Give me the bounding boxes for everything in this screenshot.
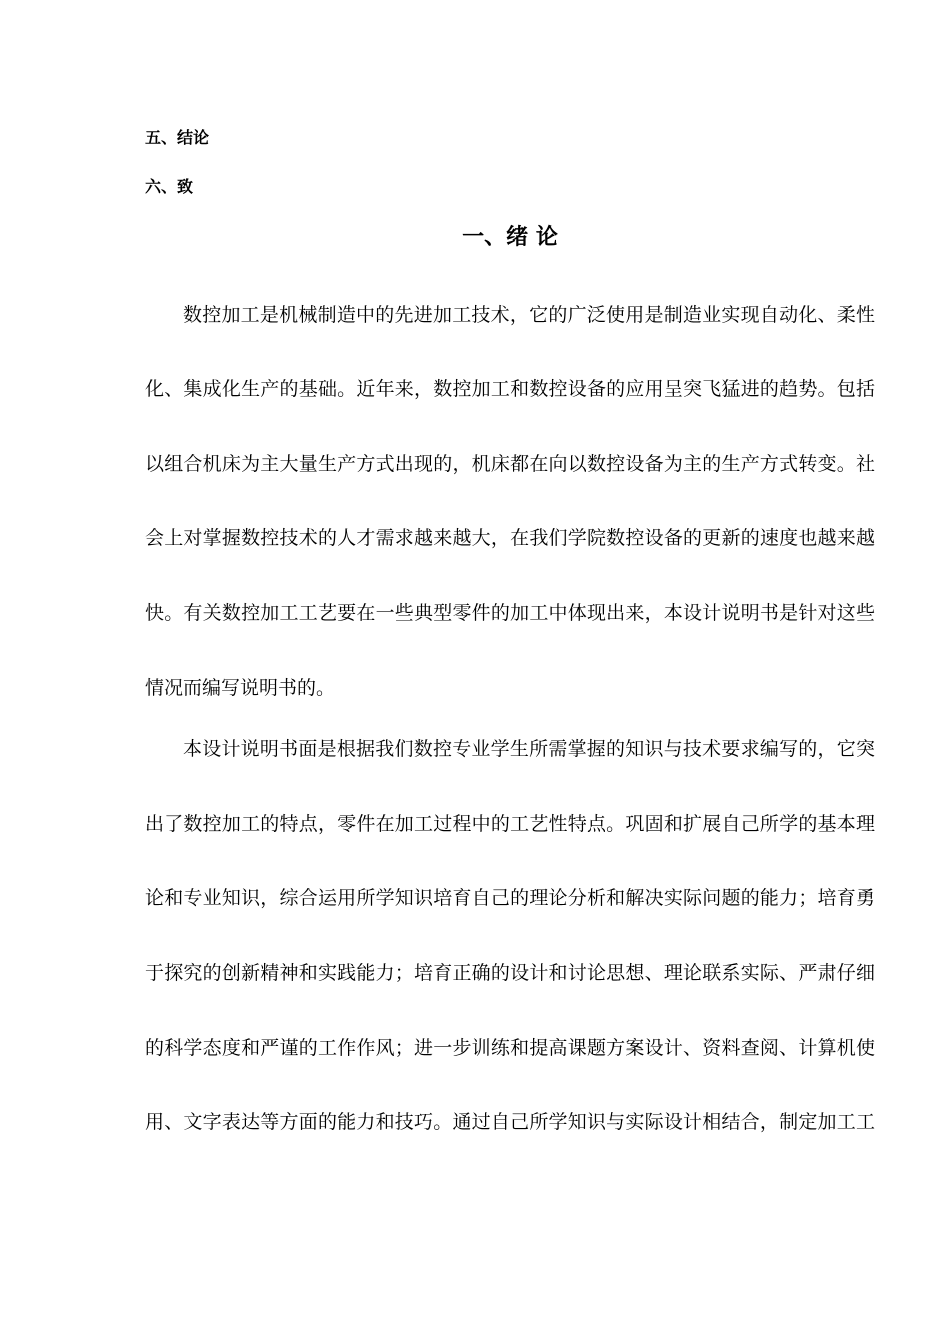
paragraph-line: 的科学态度和严谨的工作作风；进一步训练和提高课题方案设计、资料查阅、计算机使 bbox=[145, 1037, 875, 1059]
paragraph-line: 本设计说明书面是根据我们数控专业学生所需掌握的知识与技术要求编写的，它突 bbox=[183, 738, 875, 760]
paragraph-line: 快。有关数控加工工艺要在一些典型零件的加工中体现出来，本设计说明书是针对这些 bbox=[145, 602, 875, 624]
paragraph-line: 以组合机床为主大量生产方式出现的，机床都在向以数控设备为主的生产方式转变。社 bbox=[145, 453, 875, 475]
toc-item-conclusion: 五、结论 bbox=[145, 128, 210, 147]
paragraph-line: 用、文字表达等方面的能力和技巧。通过自己所学知识与实际设计相结合，制定加工工 bbox=[145, 1111, 875, 1133]
section-title: 一、绪 论 bbox=[462, 225, 558, 250]
paragraph-line: 情况而编写说明书的。 bbox=[145, 677, 336, 699]
paragraph-line: 化、集成化生产的基础。近年来，数控加工和数控设备的应用呈突飞猛进的趋势。包括 bbox=[145, 378, 875, 400]
paragraph-line: 数控加工是机械制造中的先进加工技术，它的广泛使用是制造业实现自动化、柔性 bbox=[183, 304, 875, 326]
paragraph-line: 论和专业知识，综合运用所学知识培育自己的理论分析和解决实际问题的能力；培育勇 bbox=[145, 887, 875, 909]
paragraph-line: 会上对掌握数控技术的人才需求越来越大，在我们学院数控设备的更新的速度也越来越 bbox=[145, 527, 875, 549]
paragraph-line: 于探究的创新精神和实践能力；培育正确的设计和讨论思想、理论联系实际、严肃仔细 bbox=[145, 962, 875, 984]
paragraph-line: 出了数控加工的特点，零件在加工过程中的工艺性特点。巩固和扩展自己所学的基本理 bbox=[145, 813, 875, 835]
toc-item-acknowledgement: 六、致 bbox=[145, 177, 194, 196]
